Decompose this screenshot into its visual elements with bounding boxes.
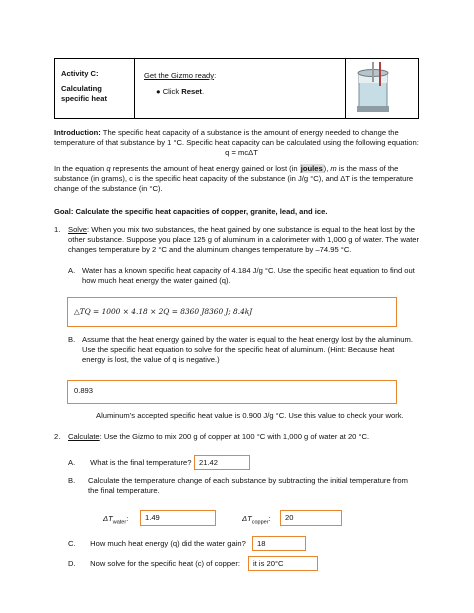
get-ready-heading: Get the Gizmo ready bbox=[144, 71, 215, 80]
delta-t-water-label: $\Delta T_{water}$: bbox=[103, 514, 129, 526]
question-2: 2. Calculate: Use the Gizmo to mix 200 g of copper at 100 °C with 1,000 g of water at 20 °C. bbox=[54, 432, 370, 441]
delta-t-copper-value: 20 bbox=[285, 513, 294, 522]
answer-box-2a[interactable] bbox=[194, 455, 250, 470]
answer-box-2d[interactable] bbox=[248, 556, 318, 571]
question-2-number: 2. bbox=[54, 432, 61, 441]
answer-box-delta-t-copper[interactable] bbox=[280, 510, 342, 526]
answer-1b-text: 0.893 bbox=[74, 386, 94, 395]
activity-title-cell bbox=[55, 59, 135, 118]
calorimeter-icon bbox=[346, 59, 406, 118]
question-1b: B. Assume that the heat energy gained by the water is equal to the heat energy lost by the aluminum. Use the specific heat equation to solve for the specific heat of aluminum. (Hint: Because heat energy is lost, the value of q is negative.) bbox=[68, 335, 413, 365]
answer-box-2c[interactable] bbox=[252, 536, 306, 551]
answer-2a-text: 21.42 bbox=[199, 458, 219, 467]
goal-statement: Goal: Calculate the specific heat capacities of copper, granite, lead, and ice. bbox=[54, 207, 328, 216]
activity-label: Activity C: bbox=[61, 69, 99, 78]
answer-box-1a[interactable] bbox=[67, 297, 397, 327]
introduction-label: Introduction: bbox=[54, 128, 101, 137]
question-1-label: Solve bbox=[68, 225, 87, 234]
question-1-number: 1. bbox=[54, 225, 61, 234]
activity-header-table bbox=[54, 58, 419, 119]
introduction: Introduction: The specific heat capacity of a substance is the amount of energy needed to change the temperature of that substance by 1 °C. Specific heat capacity can be calculated using the following equation: q = mcΔT bbox=[54, 128, 429, 158]
setup-bullet: ● Click Reset. bbox=[156, 87, 205, 97]
specific-heat-equation: q = mcΔT bbox=[225, 148, 258, 158]
aluminum-accepted-value: Aluminum’s accepted specific heat value is 0.900 J/g °C. Use this value to check your work. bbox=[96, 411, 404, 420]
question-2a: A. What is the final temperature? bbox=[68, 458, 192, 467]
answer-2c-text: 18 bbox=[257, 539, 266, 548]
calorimeter-image-cell bbox=[346, 59, 418, 118]
delta-t-copper-label: $\Delta T_{copper}$: bbox=[242, 514, 271, 526]
question-1a: A. Water has a known specific heat capacity of 4.184 J/g °C. Use the specific heat equation to find out how much heat energy the water gained (q). bbox=[68, 266, 415, 286]
answer-2d-text: it is 20°C bbox=[253, 559, 284, 568]
answer-box-delta-t-water[interactable] bbox=[140, 510, 216, 526]
activity-title-line-1: Calculating bbox=[61, 84, 102, 94]
answer-1a-text: △TQ = 1000 × 4.18 × 2Q = 8360 J8360 J; 8.4kJ bbox=[74, 307, 253, 316]
question-1: 1. Solve: When you mix two substances, the heat gained by one substance is equal to the heat lost by the other substance. Suppose you place 125 g of aluminum in a calorimeter with 1,000 g of water. The water changes temperature by 2 °C and the aluminum changes temperature by –74.95 °C. bbox=[54, 225, 420, 255]
answer-box-1b[interactable] bbox=[67, 380, 397, 404]
gizmo-setup-cell: Get the Gizmo ready: ● Click Reset. bbox=[135, 59, 346, 118]
question-2b: B. Calculate the temperature change of each substance by subtracting the initial temperature from the final temperature. bbox=[68, 476, 408, 496]
activity-title-line-2: specific heat bbox=[61, 94, 108, 104]
question-2d: D. Now solve for the specific heat (c) of copper: bbox=[68, 559, 240, 568]
reset-instruction: Reset bbox=[181, 87, 202, 97]
joules-highlight: joules bbox=[300, 164, 323, 173]
question-2c: C. How much heat energy (q) did the water gain? bbox=[68, 539, 246, 548]
delta-t-water-value: 1.49 bbox=[145, 513, 160, 522]
question-2-label: Calculate bbox=[68, 432, 100, 441]
equation-explanation: In the equation q represents the amount of heat energy gained or lost (in joules), m is the mass of the substance (in grams), c is the specific heat capacity of the substance (in J/g °C), and ΔT is the temperature change of the substance (in °C). bbox=[54, 164, 414, 194]
bullet-dot-icon: ● bbox=[156, 87, 163, 97]
